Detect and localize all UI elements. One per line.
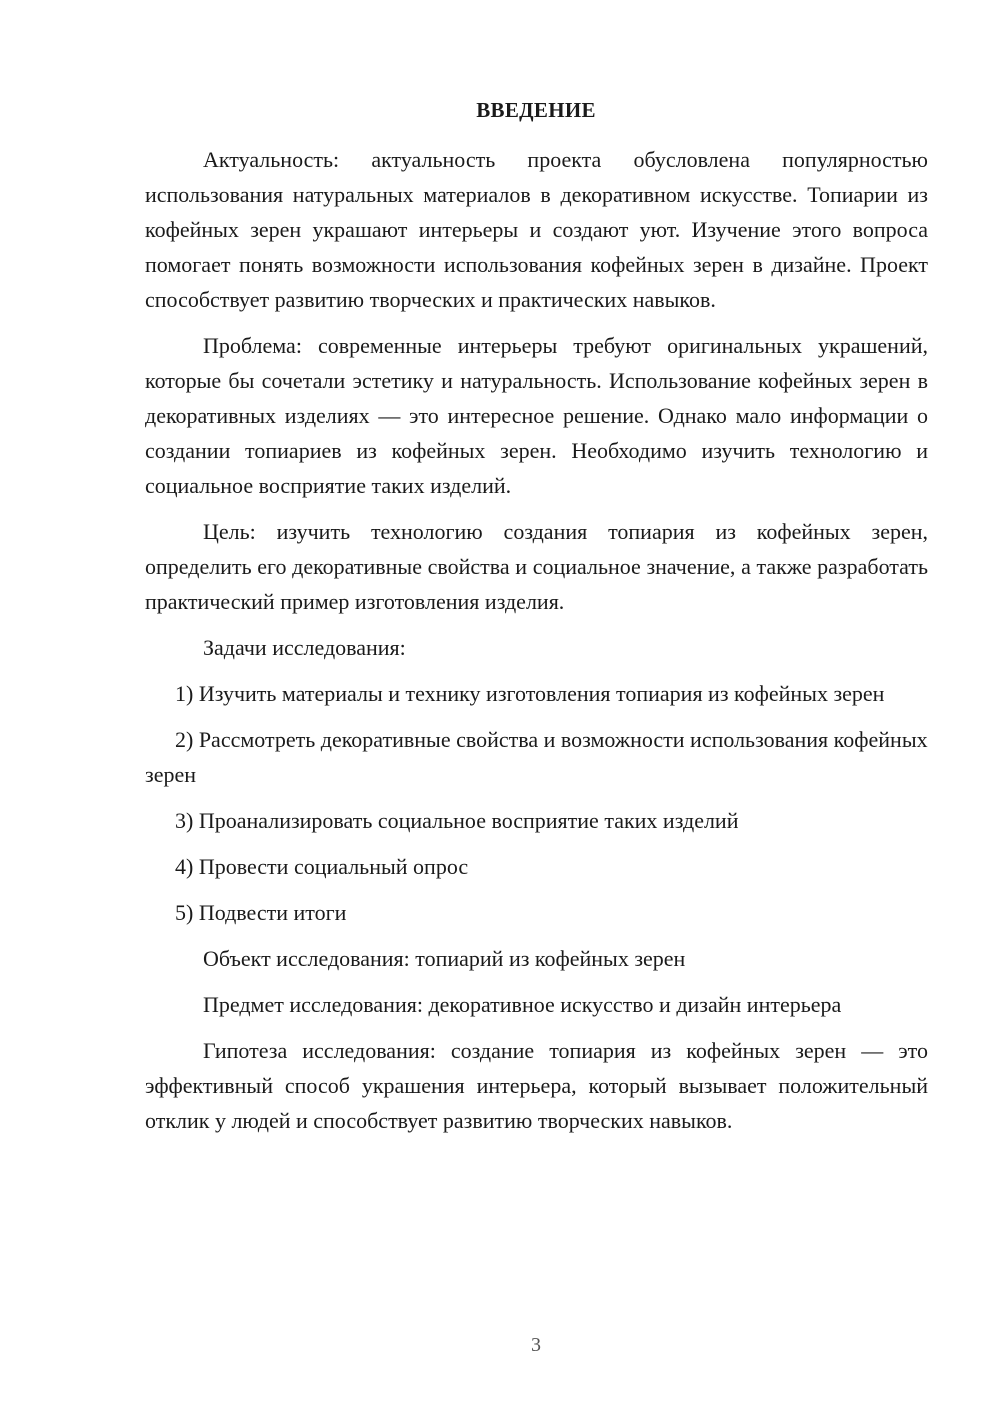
page-number: 3 [531,1334,541,1356]
paragraph-problem: Проблема: современные интерьеры требуют оригинальных украшений, которые бы сочетали эстетику и натуральность. Использование кофейных зерен в декоративных изделиях — это интересное решение. Однако мало информации о создании топиариев из кофейных зерен. Необходимо изучить технологию и социальное восприятие таких изделий. [145,333,928,498]
task-item: 3) Проанализировать социальное восприятие таких изделий [175,808,739,833]
page-title: ВВЕДЕНИЕ [476,98,596,122]
task-item: 4) Провести социальный опрос [175,854,469,879]
paragraph-subject: Предмет исследования: декоративное искусство и дизайн интерьера [203,992,842,1017]
body-text [145,142,928,1138]
tasks-heading: Задачи исследования: [203,635,406,660]
paragraph-goal: Цель: изучить технологию создания топиария из кофейных зерен, определить его декоративные свойства и социальное значение, а также разработать практический пример изготовления изделия. [145,519,928,614]
paragraph-relevance: Актуальность: актуальность проекта обусловлена популярностью использования натуральных материалов в декоративном искусстве. Топиарии из кофейных зерен украшают интерьеры и создают уют. Изучение этого вопроса помогает понять возможности использования кофейных зерен в дизайне. Проект способствует развитию творческих и практических навыков. [145,147,928,312]
task-item: 5) Подвести итоги [175,900,347,925]
task-item: 2) Рассмотреть декоративные свойства и возможности использования кофейных зерен [145,727,928,787]
paragraph-hypothesis: Гипотеза исследования: создание топиария из кофейных зерен — это эффективный способ украшения интерьера, который вызывает положительный отклик у людей и способствует развитию творческих навыков. [145,1038,928,1133]
task-item: 1) Изучить материалы и технику изготовления топиария из кофейных зерен [175,681,885,706]
paragraph-object: Объект исследования: топиарий из кофейных зерен [203,946,686,971]
